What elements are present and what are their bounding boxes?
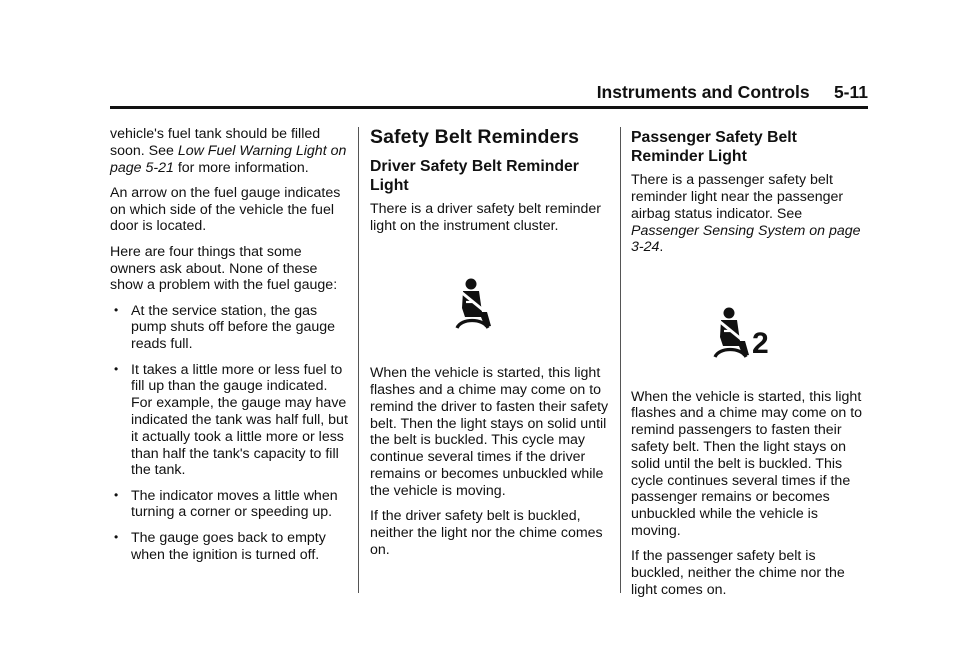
column-3 bbox=[631, 126, 871, 607]
list-item: • The indicator moves a little when turning a corner or speeding up. bbox=[114, 487, 338, 521]
driver-belt-buckled-paragraph: If the driver safety belt is buckled, neither the light nor the chime comes on. bbox=[370, 508, 603, 558]
bullet-icon: • bbox=[114, 529, 119, 544]
page-number: 5-11 bbox=[833, 82, 868, 102]
column-2 bbox=[370, 126, 610, 567]
driver-belt-intro-paragraph: There is a driver safety belt reminder light on the instrument cluster. bbox=[370, 201, 602, 234]
fuel-gauge-list bbox=[110, 303, 350, 564]
driver-icon-area bbox=[370, 243, 610, 365]
header-rule bbox=[110, 106, 868, 109]
passenger-belt-buckled-paragraph: If the passenger safety belt is buckled, neither the chime nor the light comes on. bbox=[631, 548, 845, 598]
list-item: • It takes a little more or less fuel to fill up than the gauge indicated. For example, the gauge may have indicated the tank was half full, but it actually took a little more or less than half the tank's capacity to fill the tank. bbox=[114, 361, 348, 479]
bullet-icon: • bbox=[114, 361, 119, 376]
safety-belt-reminder-icon bbox=[453, 278, 493, 332]
passenger-icon-number: 2 bbox=[752, 326, 769, 360]
driver-belt-subheading: Driver Safety Belt Reminder Light bbox=[370, 158, 579, 194]
passenger-belt-intro-paragraph: There is a passenger safety belt reminder light near the passenger airbag status indicator. See Passenger Sensing System on page 3-24. bbox=[631, 172, 861, 256]
fuel-gauge-intro-paragraph: Here are four things that some owners ask about. None of these show a problem with the fuel gauge: bbox=[110, 243, 338, 294]
driver-belt-chime-paragraph: When the vehicle is started, this light flashes and a chime may come on to remind the driver to fasten their safety belt. Then the light stays on solid until the belt is buckled. This cycle may continue several times if the driver remains or becomes unbuckled while the vehicle is moving. bbox=[370, 365, 609, 499]
passenger-icon-area bbox=[631, 265, 871, 389]
bullet-icon: • bbox=[114, 487, 119, 502]
list-item: • The gauge goes back to empty when the ignition is turned off. bbox=[114, 529, 326, 563]
page-header bbox=[110, 82, 868, 104]
column-divider-2 bbox=[620, 127, 621, 593]
passenger-belt-chime-paragraph: When the vehicle is started, this light flashes and a chime may come on to remind passengers to fasten their safety belt. Then the light stays on solid until the belt is buckled. This cycle continues several times if the passenger remains or becomes unbuckled while the vehicle is moving. bbox=[631, 388, 863, 540]
fuel-arrow-paragraph: An arrow on the fuel gauge indicates on which side of the vehicle the fuel door is located. bbox=[110, 184, 341, 235]
column-1 bbox=[110, 126, 350, 572]
column-divider-1 bbox=[358, 127, 359, 593]
passenger-belt-subheading: Passenger Safety Belt Reminder Light bbox=[631, 129, 797, 165]
section-title: Instruments and Controls bbox=[596, 82, 810, 102]
bullet-icon: • bbox=[114, 302, 119, 317]
list-item: • At the service station, the gas pump shuts off before the gauge reads full. bbox=[114, 302, 336, 353]
section-heading: Safety Belt Reminders bbox=[370, 126, 580, 148]
passenger-sensing-link[interactable]: Passenger Sensing System on page 3-24 bbox=[631, 222, 861, 256]
passenger-safety-belt-reminder-icon bbox=[711, 307, 751, 361]
fuel-tank-paragraph: vehicle's fuel tank should be filled soon. See Low Fuel Warning Light on page 5-21 for more information. bbox=[110, 126, 347, 176]
low-fuel-warning-link[interactable]: Low Fuel Warning Light on page 5-21 bbox=[110, 142, 347, 176]
